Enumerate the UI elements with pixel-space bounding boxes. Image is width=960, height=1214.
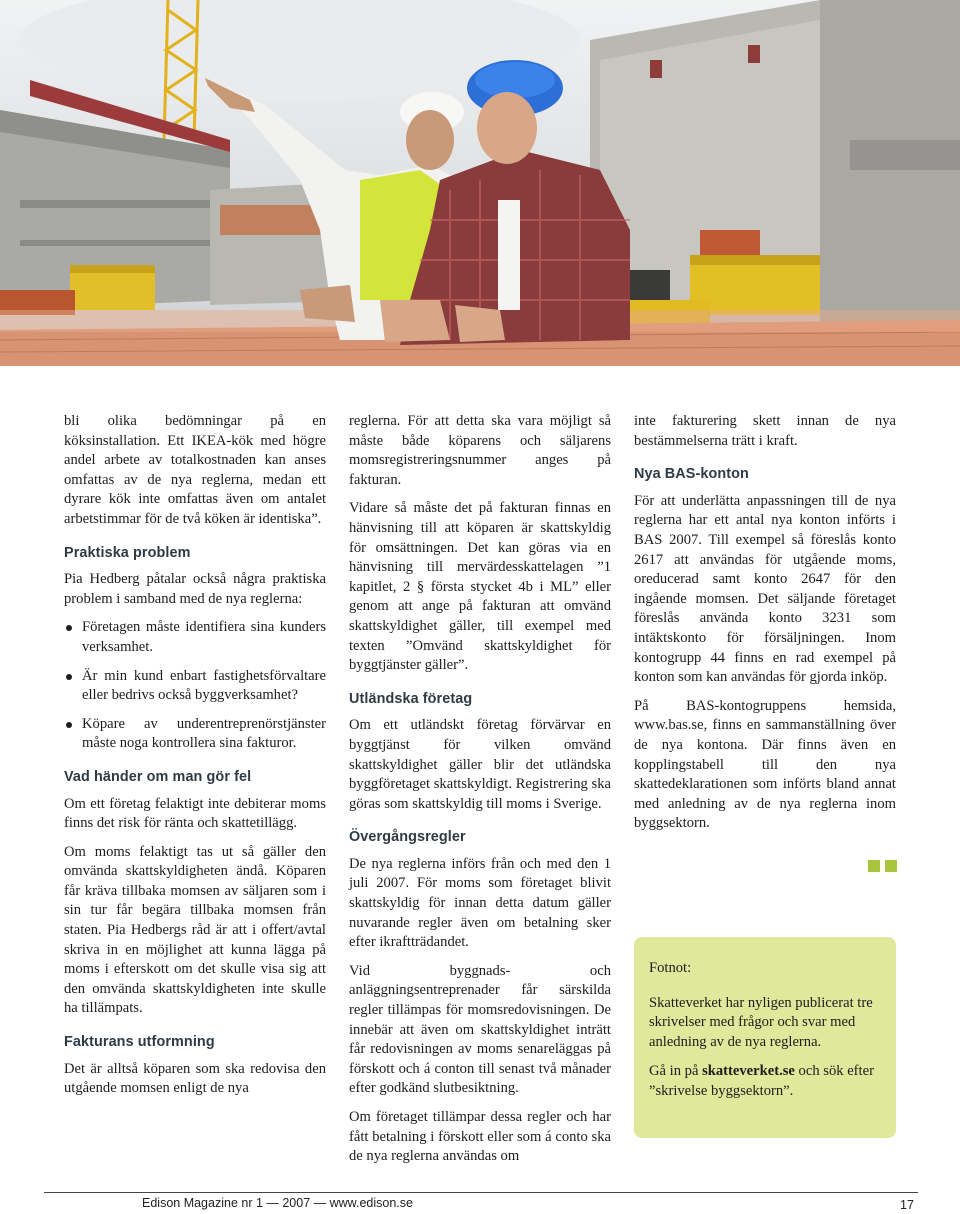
section-heading-utlandska-foretag: Utländska företag <box>349 690 473 707</box>
section-heading-nya-bas-konton: Nya BAS-konton <box>634 466 749 483</box>
section-heading-praktiska-problem: Praktiska problem <box>64 544 191 561</box>
footnote-box <box>634 937 896 1138</box>
text-column-1 <box>64 412 326 1108</box>
hero-photo <box>0 0 960 366</box>
paragraph: inte fakturering skett innan de nya bestämmelserna trätt i kraft. <box>634 413 896 449</box>
bullet-icon <box>66 674 72 680</box>
section-heading-vad-hander: Vad händer om man gör fel <box>64 768 252 785</box>
list-item: Företagen måste identifiera sina kunders verksamhet. <box>64 618 326 657</box>
section-heading-fakturans-utformning: Fakturans utformning <box>64 1034 215 1051</box>
paragraph: Pia Hedberg påtalar också några praktiska problem i samband med de nya reglerna: <box>64 571 326 607</box>
article-end-mark-icon <box>868 860 898 872</box>
section-heading-overgangsregler: Övergångsregler <box>349 829 466 846</box>
bullet-list <box>64 618 326 754</box>
paragraph: Om ett utländskt företag förvärvar en byggtjänst för vilken omvänd skattskyldighet gäller blir det utländska byggföretaget skattskyldigt. Registrering ska göras som skattskyldig till moms i Sverige. <box>349 717 611 812</box>
footnote-text: Gå in på skatteverket.se och sök efter ”skrivelse byggsektorn”. <box>649 1063 874 1099</box>
list-item: Köpare av underentreprenörstjänster måste noga kontrollera sina fakturor. <box>64 715 326 754</box>
bullet-icon <box>66 625 72 631</box>
footer-divider <box>44 1192 918 1193</box>
paragraph: Vid byggnads- och anläggningsentreprenader får särskilda regler tillämpas för momsredovisningen. De innebär att även om skattskyldighet inträtt får redovisningen av moms senareläggas på förskott och á conton till senast två månader efter godkänd slutbesiktning. <box>349 962 611 1097</box>
paragraph: bli olika bedömningar på en köksinstallation. Ett IKEA-kök med högre andel arbete av totalkostnaden kan anses omfattas av de nya reglerna, medan ett dyrare kök inte omfattas även om antalet arbetstimmar för de två köken är identiska”. <box>64 413 326 527</box>
text-column-3 <box>634 412 896 843</box>
paragraph: Om företaget tillämpar dessa regler och har fått betalning i förskott eller som á conto ska de nya reglerna användas om <box>349 1109 611 1165</box>
footer-magazine-info: Edison Magazine nr 1 — 2007 — www.edison.se <box>142 1196 413 1210</box>
paragraph: reglerna. För att detta ska vara möjligt så måste både köparens och säljarens momsregistreringsnummer anges på fakturan. <box>349 413 611 488</box>
paragraph: Vidare så måste det på fakturan finnas en hänvisning till att köparen är skattskyldig för omsättningen. Det kan göras via en hänvisning till mervärdesskattelagen ”1 kapitlet, 2 § första stycket 4b i ML” eller genom att ange på fakturan att omvänd skattskyldighet gäller, till exempel med texten ”Omvänd skattskyldighet för byggtjänster gäller”. <box>349 500 611 674</box>
list-item: Är min kund enbart fastighetsförvaltare eller bedrivs också byggverksamhet? <box>64 667 326 706</box>
footnote-heading: Fotnot: <box>649 960 692 976</box>
footnote-text: Skatteverket har nyligen publicerat tre skrivelser med frågor och svar med anledning av de nya reglerna. <box>649 994 873 1050</box>
paragraph: Om moms felaktigt tas ut så gäller den omvända skattskyldigheten ändå. Köparen får kräva tillbaka momsen av säljaren som i sin tur får begära tillbaka momsen från staten. Pia Hedbergs råd är att i offert/avtal skriva in en möjlighet att kunna lägga på moms i efterskott om det skulle visa sig att den omvända skattskyldigheten inte skulle ha tillämpats. <box>64 843 326 1017</box>
paragraph: Det är alltså köparen som ska redovisa den utgående momsen enligt de nya <box>64 1060 326 1097</box>
bullet-icon <box>66 722 72 728</box>
paragraph: På BAS-kontogruppens hemsida, www.bas.se, finns en sammanställning över de nya kontona. Där finns även en kopplingstabell till den nya skattedeklarationen som införts bland annat med anledning av de nya reglerna inom byggsektorn. <box>634 697 896 832</box>
text-column-2 <box>349 412 611 1176</box>
paragraph: För att underlätta anpassningen till de nya reglerna har ett antal nya konton införts i BAS 2007. Till exempel så föreslås konto 2617 att användas för utgående moms, oreducerad samt konto 2647 för den ingående momsen. Det säljande företaget föreslås använda konto 3231 som intäktskonto för försäljningen. Inom kontogrupp 44 finns en rad exempel på konton som kan användas för gjorda inköp. <box>634 492 896 686</box>
page-number: 17 <box>900 1198 914 1212</box>
construction-scene-icon <box>0 0 960 366</box>
skatteverket-link[interactable]: skatteverket.se <box>702 1063 795 1079</box>
paragraph: Om ett företag felaktigt inte debiterar moms finns det risk för ränta och skattetillägg. <box>64 795 326 832</box>
paragraph: De nya reglerna införs från och med den 1 juli 2007. För moms som företaget blivit skattskyldig för innan detta datum gäller nuvarande regler även om betalning sker efter ikraftträdandet. <box>349 855 611 951</box>
